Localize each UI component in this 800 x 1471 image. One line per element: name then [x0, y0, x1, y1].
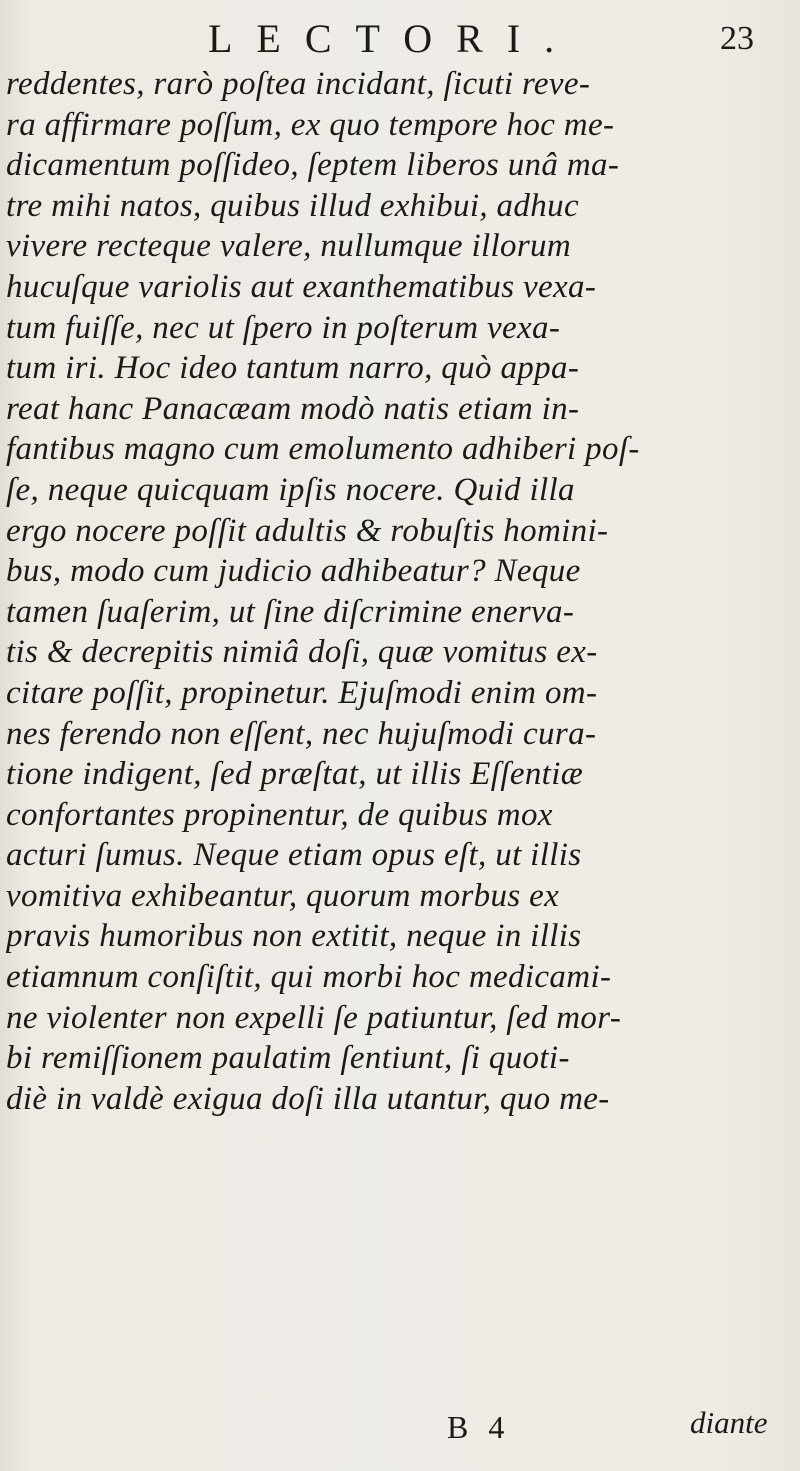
text-line: ſe, neque quicquam ipſis nocere. Quid illa [6, 471, 575, 508]
text-line: ergo nocere poſſit adultis & robuſtis homini- [6, 512, 609, 549]
text-line: vomitiva exhibeantur, quorum morbus ex [6, 877, 560, 914]
text-line: tum fuiſſe, nec ut ſpero in poſterum vexa- [6, 309, 561, 346]
text-line: reat hanc Panacæam modò natis etiam in- [6, 390, 580, 427]
catchword: diante [690, 1405, 768, 1440]
text-line: hucuſque variolis aut exanthematibus vexa- [6, 268, 597, 305]
page-number: 23 [720, 20, 754, 57]
signature-mark: B 4 [447, 1409, 511, 1445]
page-footer [0, 1407, 800, 1451]
body-text [6, 64, 796, 1119]
text-line: reddentes, rarò poſtea incidant, ſicuti reve- [6, 66, 591, 102]
text-line: etiamnum conſiſtit, qui morbi hoc medicami- [6, 959, 612, 996]
text-line: tione indigent, ſed præſtat, ut illis Eſſentiæ [6, 756, 584, 793]
text-line: diè in valdè exigua doſi illa utantur, quo me- [6, 1080, 610, 1117]
text-line: acturi ſumus. Neque etiam opus eſt, ut illis [6, 837, 582, 874]
text-line: tum iri. Hoc ideo tantum narro, quò appa- [6, 350, 580, 387]
text-line: vivere recteque valere, nullumque illorum [6, 228, 572, 265]
text-line: bi remiſſionem paulatim ſentiunt, ſi quoti- [6, 1040, 570, 1077]
text-line: fantibus magno cum emolumento adhiberi poſ- [6, 431, 640, 468]
text-line: bus, modo cum judicio adhibeatur? Neque [6, 553, 581, 590]
text-line: tis & decrepitis nimiâ doſi, quæ vomitus ex- [6, 634, 598, 671]
text-line: pravis humoribus non extitit, neque in illis [6, 918, 582, 955]
text-line: citare poſſit, propinetur. Ejuſmodi enim om- [6, 674, 598, 711]
text-line: confortantes propinentur, de quibus mox [6, 796, 553, 833]
text-line: tamen ſuaſerim, ut ſine diſcrimine enerva- [6, 593, 575, 630]
text-line: ne violenter non expelli ſe patiuntur, ſed mor- [6, 999, 622, 1036]
text-line: tre mihi natos, quibus illud exhibui, adhuc [6, 187, 579, 224]
running-head [0, 14, 800, 64]
running-title: LECTORI. [208, 16, 579, 61]
text-line: ra affirmare poſſum, ex quo tempore hoc me- [6, 106, 615, 143]
text-line: nes ferendo non eſſent, nec hujuſmodi cura- [6, 715, 597, 752]
text-line: dicamentum poſſideo, ſeptem liberos unâ ma- [6, 147, 620, 184]
